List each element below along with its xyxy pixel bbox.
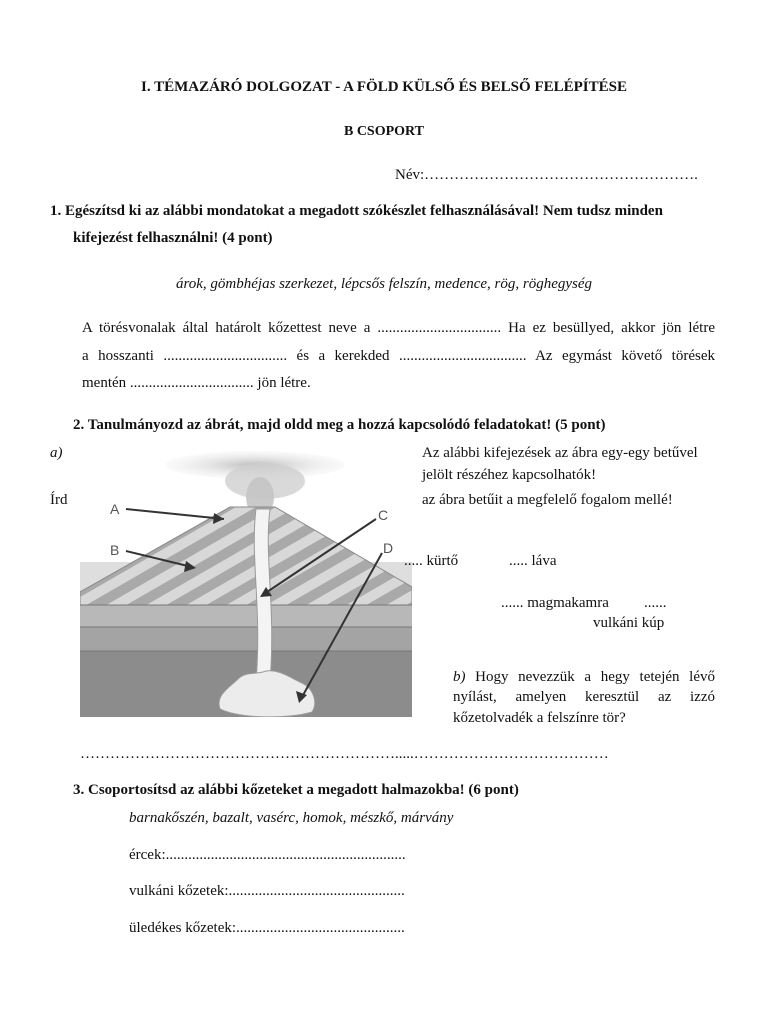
q1-text-line2: a hosszanti ................................. és a kerekded .................................. Az egymást követő törések	[82, 348, 715, 364]
volcano-figure	[80, 447, 412, 717]
q2-a-text-line2: jelölt részéhez kapcsolhatók!	[422, 467, 597, 483]
q1-heading-line1: 1. Egészítsd ki az alábbi mondatokat a megadott szókészlet felhasználásával! Nem tudsz minden	[50, 203, 663, 219]
q2-answer-line[interactable]: ……………………………………………………….....…………………………………	[80, 746, 609, 762]
q2-b-text-line1: Hogy nevezzük a hegy tetején lévő	[475, 669, 715, 685]
name-field[interactable]: Név:……………………………………………….	[395, 167, 698, 183]
q2-ird-text: Írd	[50, 492, 68, 508]
page-title: I. TÉMAZÁRÓ DOLGOZAT - A FÖLD KÜLSŐ ÉS BELSŐ FELÉPÍTÉSE	[141, 79, 627, 95]
q2-heading: 2. Tanulmányozd az ábrát, majd oldd meg a hozzá kapcsolódó feladatokat! (5 pont)	[73, 417, 606, 433]
q3-line-uledekes[interactable]: üledékes kőzetek:.............................................	[129, 920, 405, 936]
term-magmakamra[interactable]: ...... magmakamra	[501, 595, 609, 611]
figure-label-c: C	[378, 507, 389, 523]
q3-line-vulkani[interactable]: vulkáni kőzetek:...............................................	[129, 883, 405, 899]
q2-b-text-line3: kőzetolvadék a felszínre tör?	[453, 710, 626, 726]
q1-text-line1: A törésvonalak által határolt kőzettest neve a ................................. Ha ez besüllyed, akkor jön létre	[82, 320, 715, 336]
q1-word-bank: árok, gömbhéjas szerkezet, lépcsős felszín, medence, rög, röghegység	[175, 276, 593, 292]
term-blank[interactable]: ......	[644, 595, 667, 611]
term-kurto[interactable]: ..... kürtő	[404, 553, 459, 569]
q3-word-bank: barnakőszén, bazalt, vasérc, homok, mészkő, márvány	[129, 810, 454, 826]
q2-b-text-line2: nyílást, amelyen keresztül az izzó	[453, 689, 715, 705]
figure-label-a: A	[110, 501, 120, 517]
term-vulkani-kup[interactable]: vulkáni kúp	[593, 615, 665, 631]
q2-a-text-line3: az ábra betűit a megfelelő fogalom mellé!	[422, 492, 673, 508]
q2-b-line1	[453, 669, 715, 686]
q3-line-ercek[interactable]: ércek:................................................................	[129, 847, 406, 863]
term-lava[interactable]: ..... láva	[509, 553, 557, 569]
q1-heading-line2: kifejezést felhasználni! (4 pont)	[73, 230, 273, 246]
q3-heading: 3. Csoportosítsd az alábbi kőzeteket a megadott halmazokba! (6 pont)	[73, 782, 519, 798]
q2-a-text-line1: Az alábbi kifejezések az ábra egy-egy betűvel	[422, 445, 698, 461]
figure-label-d: D	[383, 540, 394, 556]
q1-text-line3: mentén ................................. jön létre.	[82, 375, 311, 391]
figure-label-b: B	[110, 542, 120, 558]
q2-b-label: b)	[453, 669, 466, 685]
q2-a-label: a)	[50, 445, 63, 461]
group-label: B CSOPORT	[343, 124, 425, 139]
